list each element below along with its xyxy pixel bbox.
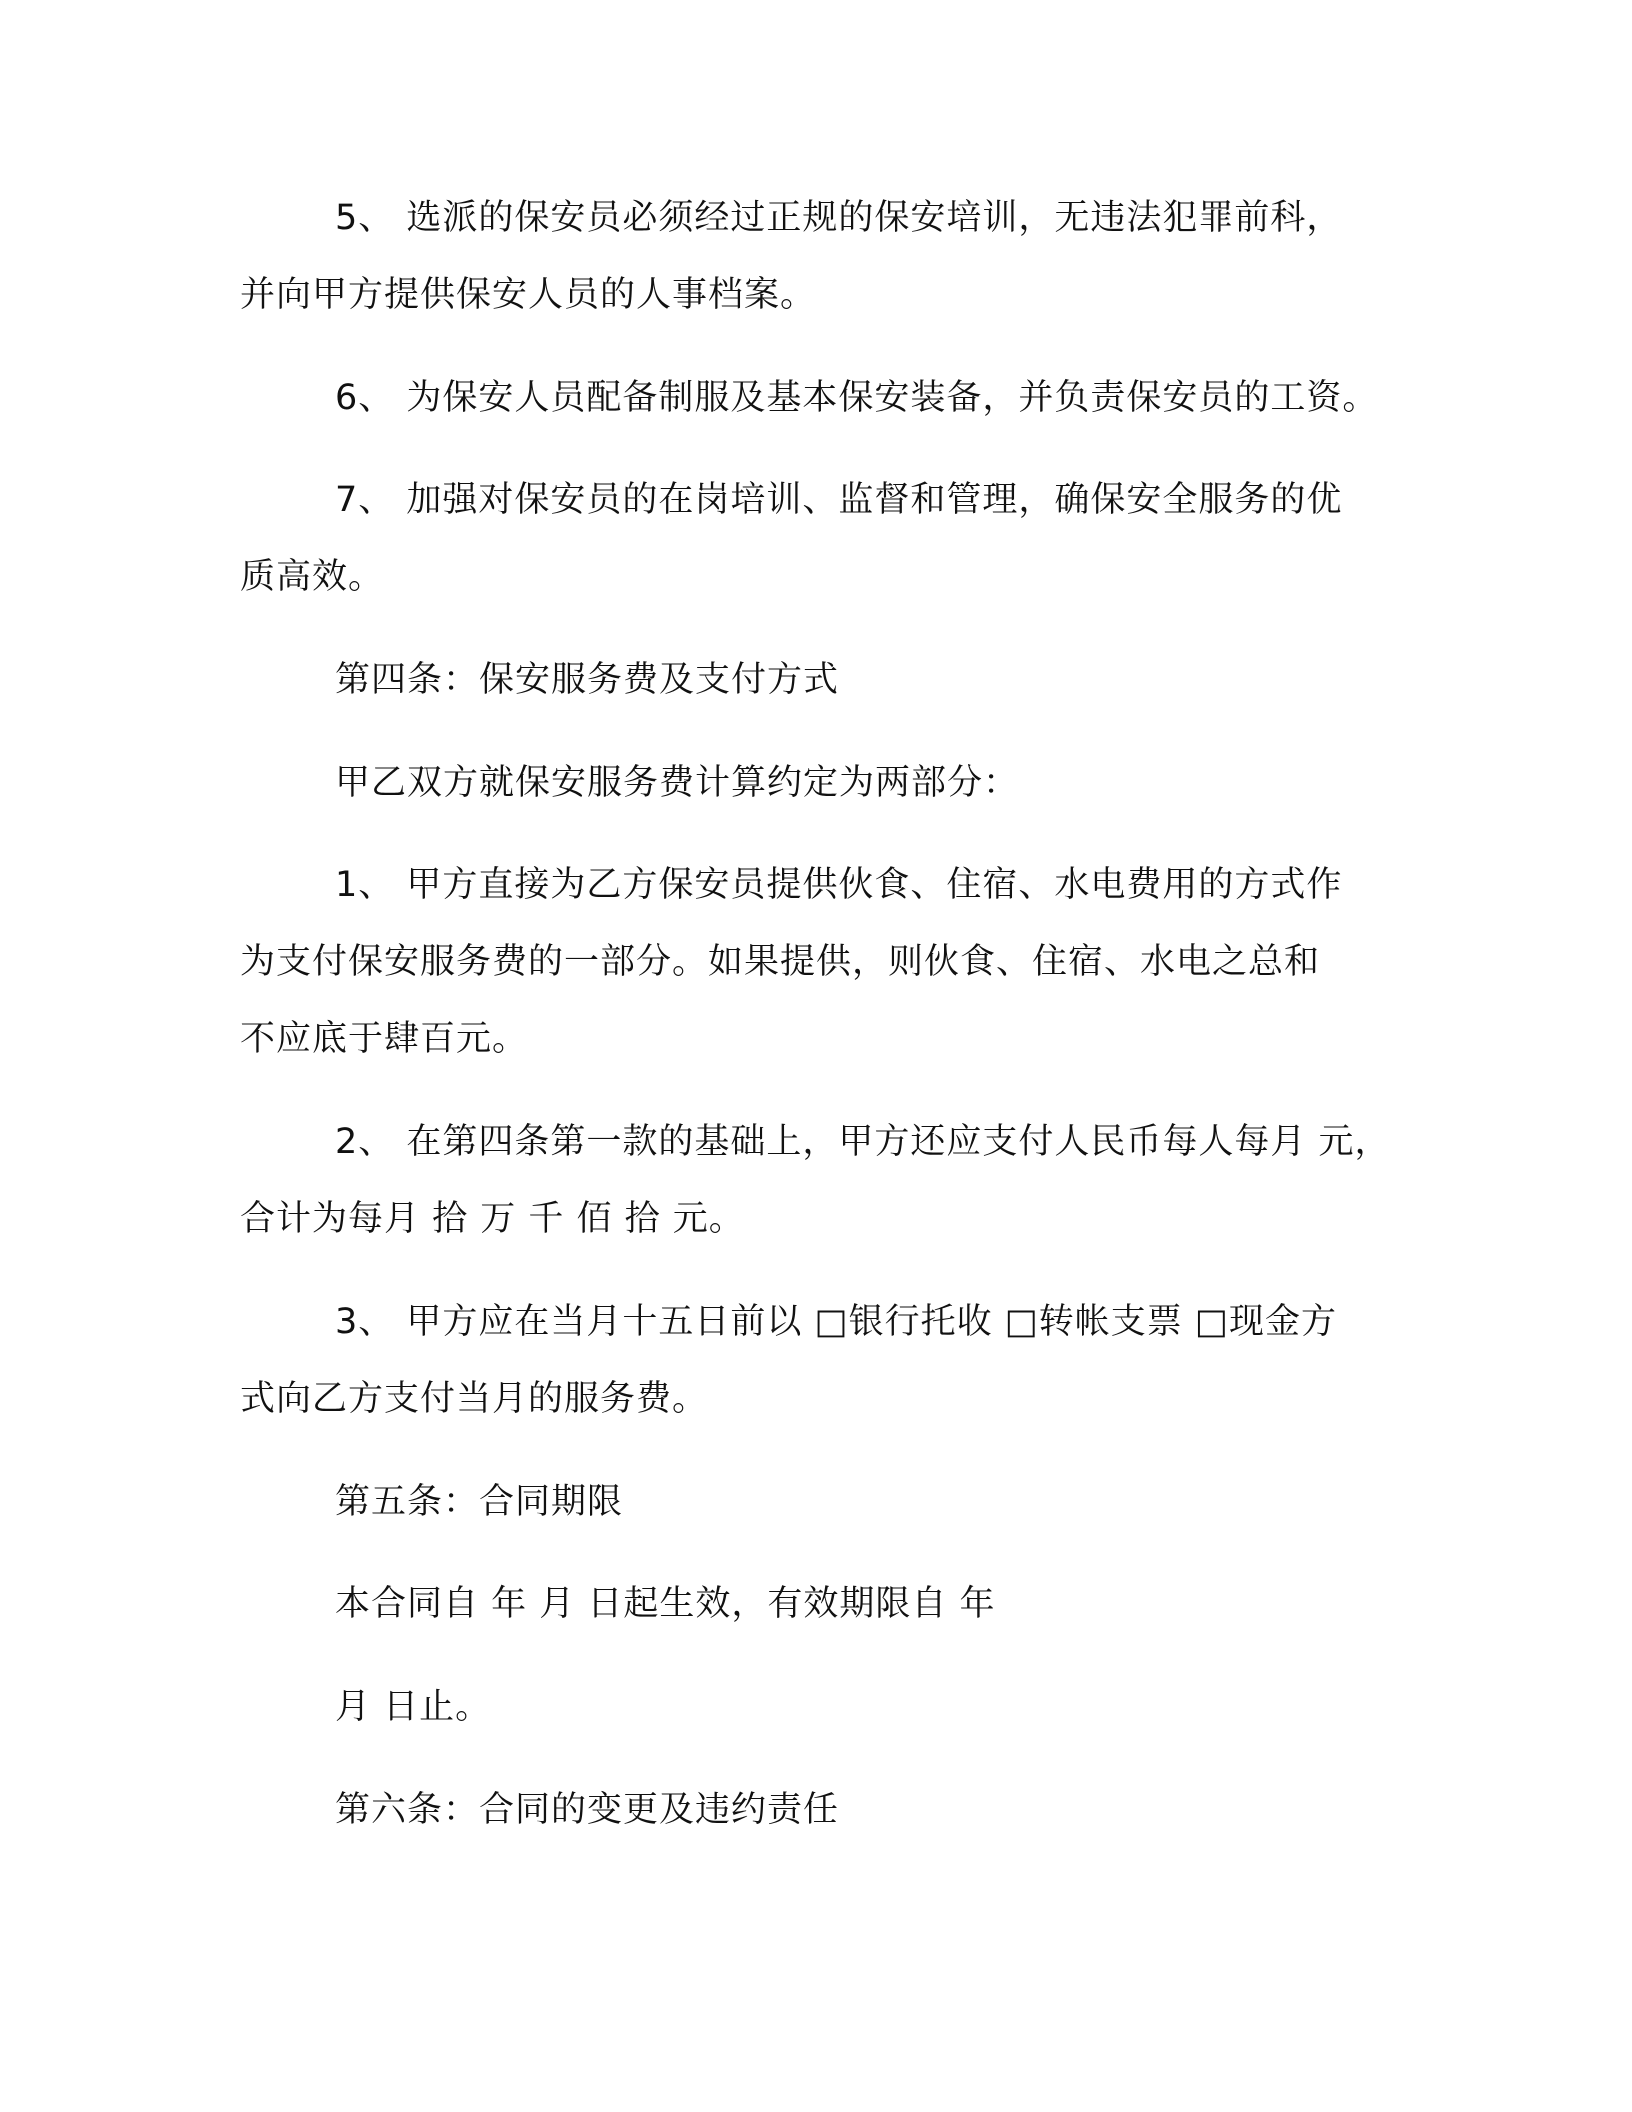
clause-5-line-1: 5、 选派的保安员必须经过正规的保安培训，无违法犯罪前科， <box>335 198 1343 238</box>
fee-item-3-line-1: 3、 甲方应在当月十五日前以 □银行托收 □转帐支票 □现金方 <box>335 1302 1337 1342</box>
fee-item-1-line-1: 1、 甲方直接为乙方保安员提供伙食、住宿、水电费用的方式作 <box>335 865 1343 905</box>
clause-7-line-2: 质高效。 <box>240 557 385 597</box>
fee-intro: 甲乙双方就保安服务费计算约定为两部分： <box>335 763 1020 803</box>
clause-7-line-1: 7、 加强对保安员的在岗培训、监督和管理，确保安全服务的优 <box>335 480 1343 520</box>
article-5-heading: 第五条：合同期限 <box>335 1482 624 1522</box>
fee-item-2-line-1: 2、 在第四条第一款的基础上，甲方还应支付人民币每人每月 元， <box>335 1122 1391 1162</box>
fee-item-1-line-3: 不应底于肆百元。 <box>240 1019 529 1059</box>
article-4-heading: 第四条：保安服务费及支付方式 <box>335 660 840 700</box>
clause-6-line-1: 6、 为保安人员配备制服及基本保安装备，并负责保安员的工资。 <box>335 378 1379 418</box>
article-6-heading: 第六条：合同的变更及违约责任 <box>335 1790 840 1830</box>
fee-item-2-line-2: 合计为每月 拾 万 千 佰 拾 元。 <box>240 1199 745 1239</box>
fee-item-3-line-2: 式向乙方支付当月的服务费。 <box>240 1379 709 1419</box>
term-line-1: 本合同自 年 月 日起生效，有效期限自 年 <box>335 1584 996 1624</box>
clause-5-line-2: 并向甲方提供保安人员的人事档案。 <box>240 275 817 315</box>
term-line-2: 月 日止。 <box>335 1687 492 1727</box>
fee-item-1-line-2: 为支付保安服务费的一部分。如果提供，则伙食、住宿、水电之总和 <box>240 942 1321 982</box>
